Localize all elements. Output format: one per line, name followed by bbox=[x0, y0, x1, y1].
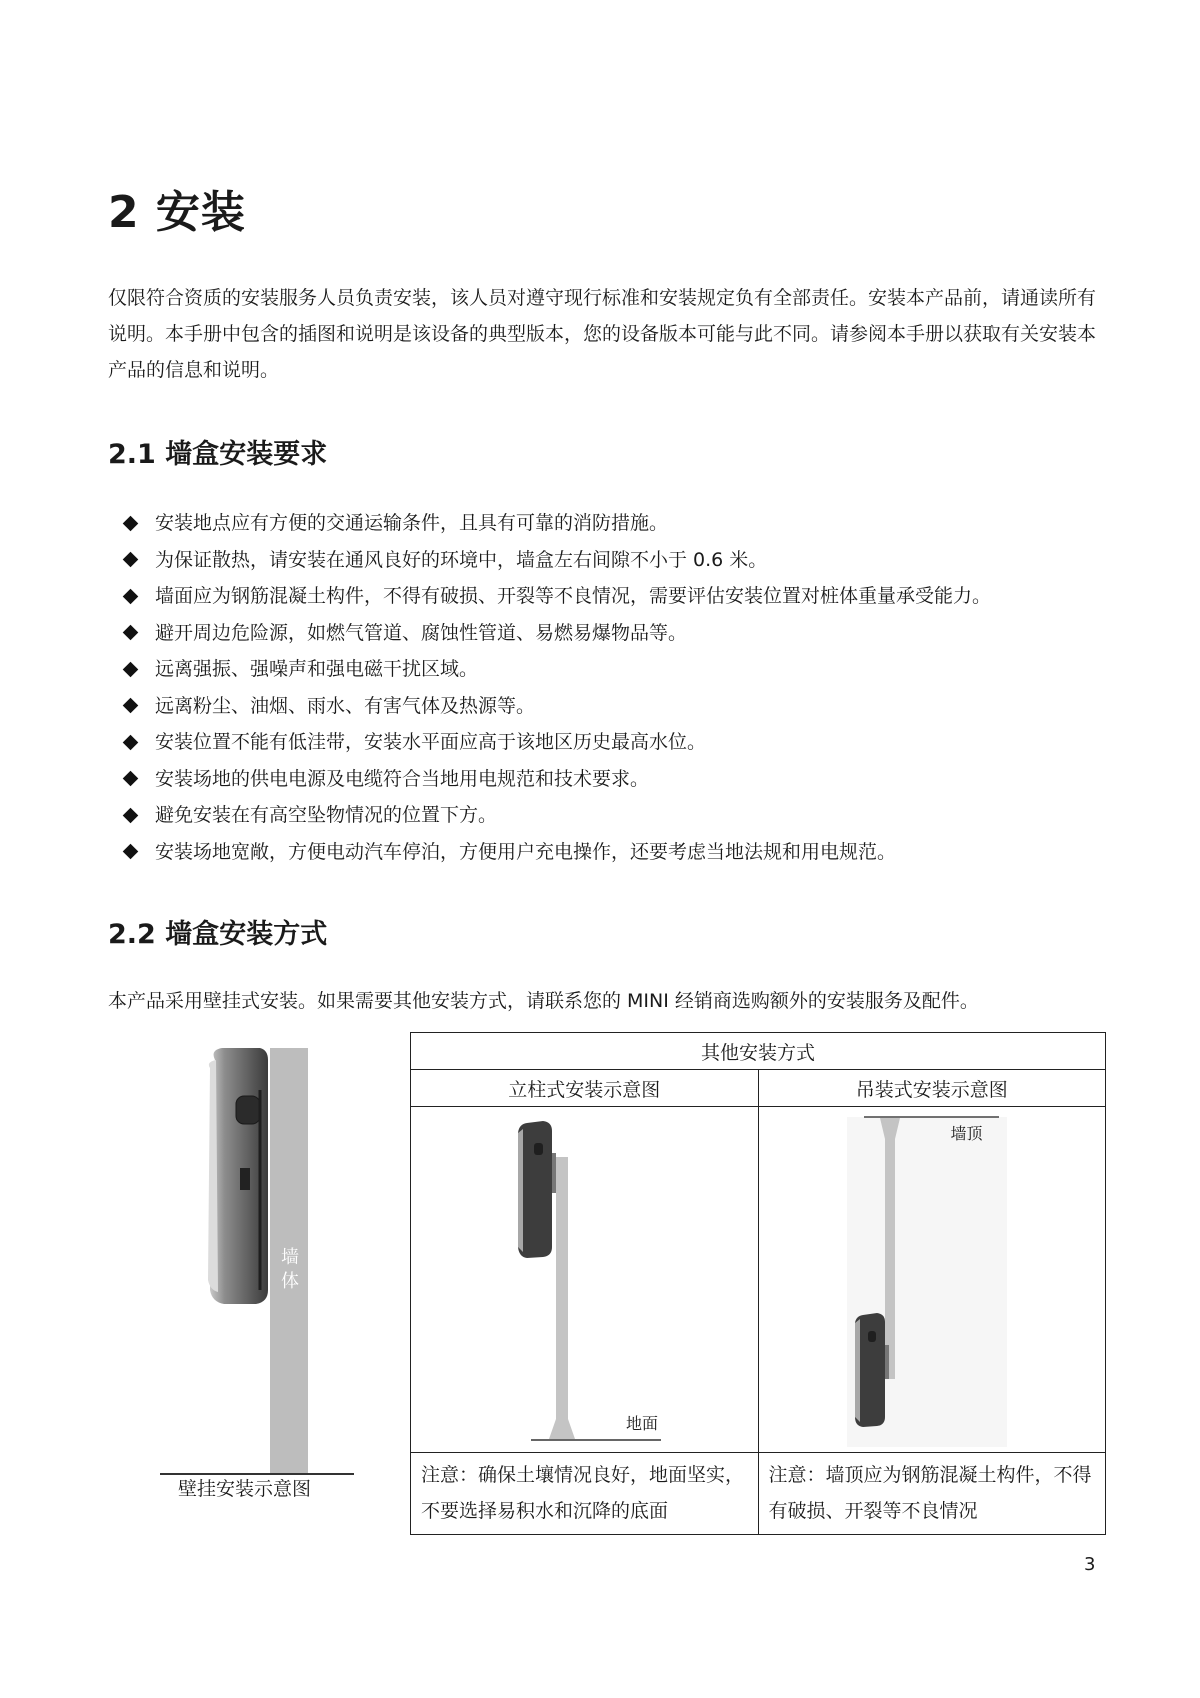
ceiling-mount-note: 注意：墙顶应为钢筋混凝土构件，不得有破损、开裂等不良情况 bbox=[758, 1453, 1106, 1535]
column-header-ceiling: 吊装式安装示意图 bbox=[758, 1070, 1106, 1107]
wall-label: 墙体 bbox=[281, 1247, 299, 1292]
wall-mount-figure bbox=[160, 1040, 360, 1480]
pole-base bbox=[549, 1419, 575, 1439]
diamond-bullet-icon bbox=[123, 844, 139, 860]
methods-intro: 本产品采用壁挂式安装。如果需要其他安装方式，请联系您的 MINI 经销商选购额外的安装服务及配件。 bbox=[108, 990, 979, 1012]
charger-port bbox=[240, 1168, 250, 1190]
installation-methods-table bbox=[410, 1032, 1106, 1535]
column-header-pole: 立柱式安装示意图 bbox=[411, 1070, 759, 1107]
requirements-list bbox=[122, 505, 991, 870]
diamond-bullet-icon bbox=[123, 625, 139, 641]
methods-heading: 2.2 墙盒安装方式 bbox=[108, 919, 328, 950]
mount-bracket bbox=[552, 1153, 556, 1193]
diamond-bullet-icon bbox=[123, 515, 139, 531]
charger-connector bbox=[868, 1331, 876, 1342]
diamond-bullet-icon bbox=[123, 807, 139, 823]
ceiling-label: 墙顶 bbox=[950, 1124, 983, 1143]
list-item: 避开周边危险源，如燃气管道、腐蚀性管道、易燃易爆物品等。 bbox=[122, 615, 991, 652]
list-item: 避免安装在有高空坠物情况的位置下方。 bbox=[122, 797, 991, 834]
diamond-bullet-icon bbox=[123, 734, 139, 750]
charger-connector bbox=[236, 1096, 260, 1124]
page-number: 3 bbox=[1084, 1554, 1096, 1575]
section-title: 2 安装 bbox=[108, 187, 246, 238]
ceiling-mount-figure bbox=[758, 1107, 1106, 1453]
pole bbox=[556, 1157, 568, 1423]
list-item: 墙面应为钢筋混凝土构件，不得有破损、开裂等不良情况，需要评估安装位置对桩体重量承受能力。 bbox=[122, 578, 991, 615]
diamond-bullet-icon bbox=[123, 771, 139, 787]
requirements-heading: 2.1 墙盒安装要求 bbox=[108, 439, 328, 470]
ceiling-mount-illustration bbox=[759, 1107, 1105, 1452]
table-title: 其他安装方式 bbox=[411, 1033, 1106, 1070]
charger-front bbox=[855, 1319, 860, 1422]
wall-mount-illustration bbox=[160, 1040, 360, 1480]
list-item: 安装场地的供电电源及电缆符合当地用电规范和技术要求。 bbox=[122, 761, 991, 798]
list-item: 安装地点应有方便的交通运输条件，且具有可靠的消防措施。 bbox=[122, 505, 991, 542]
list-item: 为保证散热，请安装在通风良好的环境中，墙盒左右间隙不小于 0.6 米。 bbox=[122, 542, 991, 579]
pole-mount-illustration bbox=[411, 1107, 757, 1452]
wall-mount-caption: 壁挂安装示意图 bbox=[178, 1478, 312, 1500]
mount-bracket bbox=[885, 1345, 889, 1379]
list-item: 安装场地宽敞，方便电动汽车停泊，方便用户充电操作，还要考虑当地法规和用电规范。 bbox=[122, 834, 991, 871]
ground-label: 地面 bbox=[626, 1414, 659, 1433]
pole-mount-figure bbox=[411, 1107, 759, 1453]
list-item: 远离强振、强噪声和强电磁干扰区域。 bbox=[122, 651, 991, 688]
pole-mount-note: 注意：确保土壤情况良好，地面坚实，不要选择易积水和沉降的底面 bbox=[411, 1453, 759, 1535]
diamond-bullet-icon bbox=[123, 588, 139, 604]
charger-front bbox=[518, 1129, 523, 1252]
diamond-bullet-icon bbox=[123, 698, 139, 714]
charger-connector bbox=[534, 1143, 543, 1155]
list-item: 远离粉尘、油烟、雨水、有害气体及热源等。 bbox=[122, 688, 991, 725]
hanging-pole bbox=[885, 1137, 895, 1379]
list-item: 安装位置不能有低洼带，安装水平面应高于该地区历史最高水位。 bbox=[122, 724, 991, 761]
charger-body bbox=[518, 1121, 552, 1258]
diamond-bullet-icon bbox=[123, 552, 139, 568]
diamond-bullet-icon bbox=[123, 661, 139, 677]
section-intro: 仅限符合资质的安装服务人员负责安装，该人员对遵守现行标准和安装规定负有全部责任。安装本产品前，请通读所有说明。本手册中包含的插图和说明是该设备的典型版本，您的设备版本可能与此不同。请参阅本手册以获取有关安装本产品的信息和说明。 bbox=[108, 287, 1097, 381]
